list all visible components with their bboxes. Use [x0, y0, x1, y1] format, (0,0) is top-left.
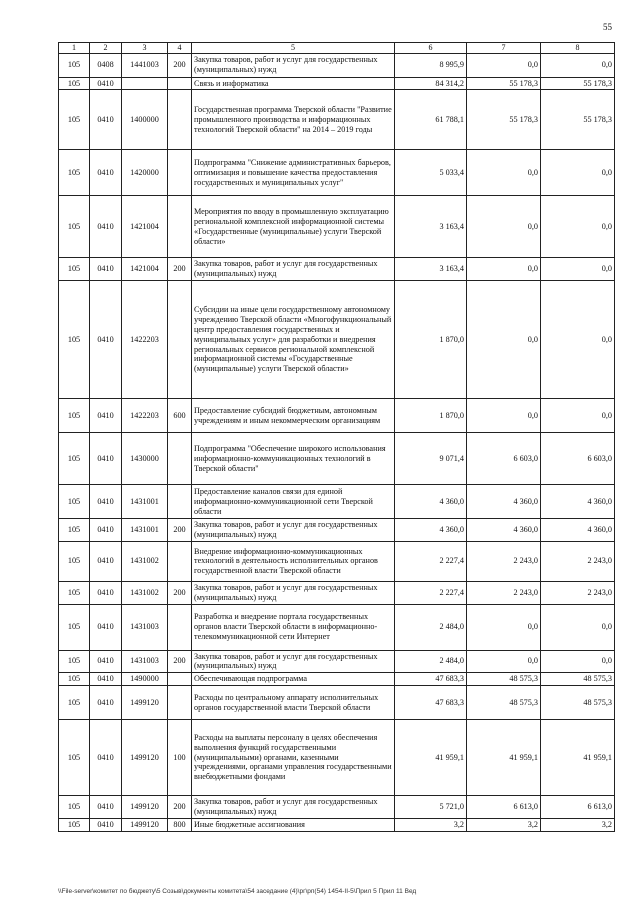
target-cell: 1421004	[122, 196, 168, 258]
amount-cell: 6 603,0	[541, 433, 615, 485]
amount-cell: 41 959,1	[395, 720, 467, 796]
amount-cell: 0,0	[541, 196, 615, 258]
amount-cell: 0,0	[541, 150, 615, 196]
amount-cell: 6 613,0	[467, 796, 541, 819]
column-header: 4	[168, 43, 192, 54]
amount-cell: 41 959,1	[541, 720, 615, 796]
description-cell: Подпрограмма "Обеспечение широкого использования информационно-коммуникационных технологий в Тверской области"	[192, 433, 395, 485]
type-cell	[168, 686, 192, 720]
amount-cell: 4 360,0	[467, 519, 541, 542]
amount-cell: 2 227,4	[395, 541, 467, 581]
amount-cell: 4 360,0	[541, 519, 615, 542]
type-cell: 100	[168, 720, 192, 796]
target-cell: 1420000	[122, 150, 168, 196]
code-cell: 105	[59, 818, 90, 831]
target-cell: 1499120	[122, 818, 168, 831]
table-row	[59, 650, 615, 673]
section-cell: 0410	[90, 604, 122, 650]
target-cell: 1421004	[122, 258, 168, 281]
code-cell: 105	[59, 650, 90, 673]
amount-cell: 47 683,3	[395, 673, 467, 686]
amount-cell: 0,0	[541, 258, 615, 281]
type-cell	[168, 673, 192, 686]
amount-cell: 4 360,0	[395, 485, 467, 519]
amount-cell: 0,0	[541, 604, 615, 650]
description-cell: Иные бюджетные ассигнования	[192, 818, 395, 831]
description-cell: Закупка товаров, работ и услуг для государственных (муниципальных) нужд	[192, 650, 395, 673]
description-cell: Закупка товаров, работ и услуг для государственных (муниципальных) нужд	[192, 258, 395, 281]
description-cell: Связь и информатика	[192, 77, 395, 90]
amount-cell: 6 613,0	[541, 796, 615, 819]
amount-cell: 48 575,3	[467, 686, 541, 720]
type-cell: 800	[168, 818, 192, 831]
type-cell	[168, 485, 192, 519]
amount-cell: 0,0	[467, 281, 541, 399]
amount-cell: 0,0	[467, 604, 541, 650]
type-cell: 200	[168, 796, 192, 819]
amount-cell: 0,0	[467, 258, 541, 281]
amount-cell: 55 178,3	[467, 90, 541, 150]
amount-cell: 0,0	[467, 150, 541, 196]
code-cell: 105	[59, 196, 90, 258]
type-cell: 600	[168, 399, 192, 433]
table-row	[59, 686, 615, 720]
amount-cell: 0,0	[467, 53, 541, 77]
table-row	[59, 581, 615, 604]
amount-cell: 2 484,0	[395, 650, 467, 673]
column-header: 2	[90, 43, 122, 54]
table-row	[59, 485, 615, 519]
code-cell: 105	[59, 399, 90, 433]
amount-cell: 1 870,0	[395, 281, 467, 399]
table-row	[59, 519, 615, 542]
column-header: 7	[467, 43, 541, 54]
section-cell: 0410	[90, 399, 122, 433]
amount-cell: 0,0	[541, 650, 615, 673]
amount-cell: 48 575,3	[541, 686, 615, 720]
section-cell: 0410	[90, 673, 122, 686]
code-cell: 105	[59, 77, 90, 90]
type-cell: 200	[168, 519, 192, 542]
type-cell: 200	[168, 258, 192, 281]
description-cell: Закупка товаров, работ и услуг для государственных (муниципальных) нужд	[192, 53, 395, 77]
amount-cell: 0,0	[467, 650, 541, 673]
code-cell: 105	[59, 541, 90, 581]
description-cell: Внедрение информационно-коммуникационных технологий в деятельность исполнительных органов государственной власти Тверской области	[192, 541, 395, 581]
amount-cell: 6 603,0	[467, 433, 541, 485]
section-cell: 0410	[90, 818, 122, 831]
target-cell: 1499120	[122, 720, 168, 796]
type-cell	[168, 77, 192, 90]
code-cell: 105	[59, 53, 90, 77]
description-cell: Обеспечивающая подпрограмма	[192, 673, 395, 686]
amount-cell: 84 314,2	[395, 77, 467, 90]
type-cell: 200	[168, 53, 192, 77]
section-cell: 0410	[90, 720, 122, 796]
target-cell	[122, 77, 168, 90]
code-cell: 105	[59, 720, 90, 796]
table-row	[59, 673, 615, 686]
description-cell: Разработка и внедрение портала государственных органов власти Тверской области в информационно-телекоммуникационной сети Интернет	[192, 604, 395, 650]
page-number: 55	[603, 22, 612, 32]
code-cell: 105	[59, 796, 90, 819]
section-cell: 0410	[90, 485, 122, 519]
target-cell: 1431003	[122, 604, 168, 650]
amount-cell: 41 959,1	[467, 720, 541, 796]
description-cell: Предоставление каналов связи для единой информационно-коммуникационной сети Тверской области	[192, 485, 395, 519]
amount-cell: 2 243,0	[467, 581, 541, 604]
description-cell: Расходы по центральному аппарату исполнительных органов государственной власти Тверской области	[192, 686, 395, 720]
description-cell: Закупка товаров, работ и услуг для государственных (муниципальных) нужд	[192, 796, 395, 819]
amount-cell: 3,2	[541, 818, 615, 831]
amount-cell: 2 243,0	[541, 541, 615, 581]
amount-cell: 9 071,4	[395, 433, 467, 485]
table-row	[59, 53, 615, 77]
code-cell: 105	[59, 519, 90, 542]
type-cell	[168, 541, 192, 581]
table-row	[59, 90, 615, 150]
target-cell: 1430000	[122, 433, 168, 485]
amount-cell: 55 178,3	[541, 77, 615, 90]
target-cell: 1431001	[122, 519, 168, 542]
description-cell: Предоставление субсидий бюджетным, автономным учреждениям и иным некоммерческим организациям	[192, 399, 395, 433]
column-header: 8	[541, 43, 615, 54]
amount-cell: 47 683,3	[395, 686, 467, 720]
section-cell: 0410	[90, 650, 122, 673]
section-cell: 0410	[90, 281, 122, 399]
amount-cell: 55 178,3	[541, 90, 615, 150]
section-cell: 0410	[90, 433, 122, 485]
section-cell: 0410	[90, 686, 122, 720]
table-row	[59, 818, 615, 831]
target-cell: 1431002	[122, 541, 168, 581]
amount-cell: 2 484,0	[395, 604, 467, 650]
column-header: 1	[59, 43, 90, 54]
type-cell	[168, 150, 192, 196]
type-cell: 200	[168, 581, 192, 604]
section-cell: 0410	[90, 581, 122, 604]
type-cell	[168, 604, 192, 650]
code-cell: 105	[59, 604, 90, 650]
amount-cell: 0,0	[541, 281, 615, 399]
target-cell: 1499120	[122, 686, 168, 720]
amount-cell: 4 360,0	[467, 485, 541, 519]
table-row	[59, 399, 615, 433]
code-cell: 105	[59, 258, 90, 281]
table-row	[59, 77, 615, 90]
amount-cell: 3,2	[467, 818, 541, 831]
amount-cell: 0,0	[467, 399, 541, 433]
code-cell: 105	[59, 581, 90, 604]
amount-cell: 3 163,4	[395, 258, 467, 281]
section-cell: 0408	[90, 53, 122, 77]
code-cell: 105	[59, 485, 90, 519]
target-cell: 1422203	[122, 281, 168, 399]
type-cell	[168, 433, 192, 485]
section-cell: 0410	[90, 196, 122, 258]
amount-cell: 2 227,4	[395, 581, 467, 604]
amount-cell: 8 995,9	[395, 53, 467, 77]
code-cell: 105	[59, 686, 90, 720]
description-cell: Расходы на выплаты персоналу в целях обеспечения выполнения функций государственными (муниципальными) органами, казенными учреждениями, органами управления государственными внебюджетными фондами	[192, 720, 395, 796]
table-row	[59, 720, 615, 796]
column-header: 6	[395, 43, 467, 54]
amount-cell: 2 243,0	[541, 581, 615, 604]
target-cell: 1431003	[122, 650, 168, 673]
section-cell: 0410	[90, 77, 122, 90]
table-row	[59, 196, 615, 258]
amount-cell: 4 360,0	[541, 485, 615, 519]
table-row	[59, 541, 615, 581]
amount-cell: 55 178,3	[467, 77, 541, 90]
description-cell: Подпрограмма "Снижение административных барьеров, оптимизация и повышение качества предоставления государственных и муниципальных услуг"	[192, 150, 395, 196]
column-header: 5	[192, 43, 395, 54]
table-row	[59, 258, 615, 281]
amount-cell: 0,0	[541, 399, 615, 433]
code-cell: 105	[59, 281, 90, 399]
table-row	[59, 433, 615, 485]
table-row	[59, 796, 615, 819]
code-cell: 105	[59, 90, 90, 150]
table-row	[59, 150, 615, 196]
type-cell	[168, 90, 192, 150]
section-cell: 0410	[90, 796, 122, 819]
amount-cell: 0,0	[467, 196, 541, 258]
code-cell: 105	[59, 673, 90, 686]
code-cell: 105	[59, 150, 90, 196]
file-path-footer: \\File-server\комитет по бюджету\5 Созыв\документы комитета\54 заседание (4)\рг\рп(54) 1454-II-5\Прил 5 Прил 11 Вед	[58, 888, 417, 895]
target-cell: 1431001	[122, 485, 168, 519]
amount-cell: 3 163,4	[395, 196, 467, 258]
target-cell: 1422203	[122, 399, 168, 433]
section-cell: 0410	[90, 150, 122, 196]
type-cell: 200	[168, 650, 192, 673]
amount-cell: 4 360,0	[395, 519, 467, 542]
target-cell: 1490000	[122, 673, 168, 686]
target-cell: 1431002	[122, 581, 168, 604]
amount-cell: 48 575,3	[467, 673, 541, 686]
budget-table	[58, 42, 615, 832]
amount-cell: 2 243,0	[467, 541, 541, 581]
section-cell: 0410	[90, 258, 122, 281]
target-cell: 1499120	[122, 796, 168, 819]
amount-cell: 3,2	[395, 818, 467, 831]
table-header-row	[59, 43, 615, 54]
section-cell: 0410	[90, 519, 122, 542]
description-cell: Закупка товаров, работ и услуг для государственных (муниципальных) нужд	[192, 519, 395, 542]
amount-cell: 5 033,4	[395, 150, 467, 196]
table-row	[59, 281, 615, 399]
description-cell: Мероприятия по вводу в промышленную эксплуатацию региональной комплексной информационной системы «Государственные (муниципальные) услуги Тверской области»	[192, 196, 395, 258]
target-cell: 1400000	[122, 90, 168, 150]
description-cell: Субсидии на иные цели государственному автономному учреждению Тверской области «Многофункциональный центр предоставления государственных и муниципальных услуг» для разработки и внедрения региональных сервисов региональной комплексной информационной системы «Государственные (муниципальные) услуги Тверской области»	[192, 281, 395, 399]
column-header: 3	[122, 43, 168, 54]
table-row	[59, 604, 615, 650]
description-cell: Государственная программа Тверской области "Развитие промышленного производства и информационных технологий Тверской области" на 2014 – 2019 годы	[192, 90, 395, 150]
description-cell: Закупка товаров, работ и услуг для государственных (муниципальных) нужд	[192, 581, 395, 604]
section-cell: 0410	[90, 90, 122, 150]
amount-cell: 1 870,0	[395, 399, 467, 433]
amount-cell: 0,0	[541, 53, 615, 77]
type-cell	[168, 281, 192, 399]
type-cell	[168, 196, 192, 258]
target-cell: 1441003	[122, 53, 168, 77]
section-cell: 0410	[90, 541, 122, 581]
amount-cell: 48 575,3	[541, 673, 615, 686]
code-cell: 105	[59, 433, 90, 485]
amount-cell: 5 721,0	[395, 796, 467, 819]
amount-cell: 61 788,1	[395, 90, 467, 150]
